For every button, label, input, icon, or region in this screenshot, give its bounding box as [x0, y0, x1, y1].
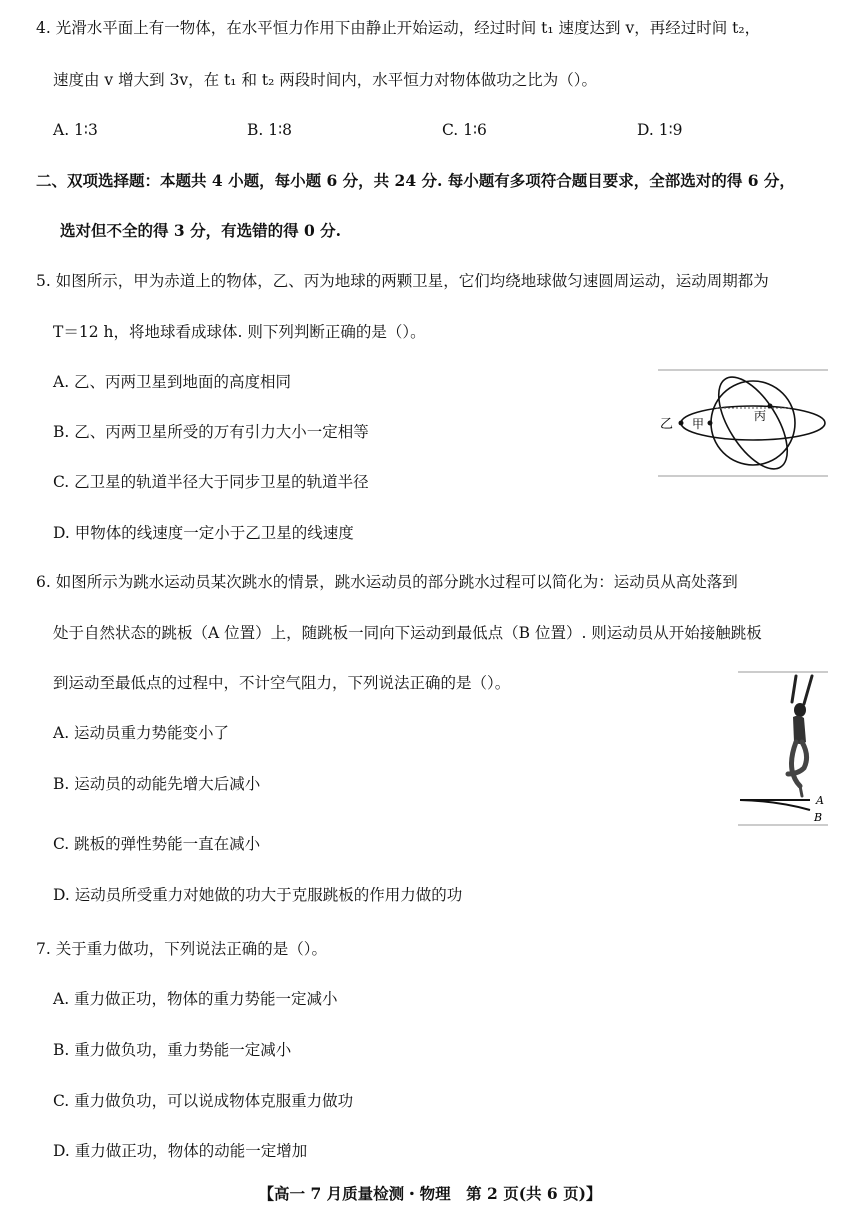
label-a: A	[816, 794, 824, 807]
section2-heading-line-2: 选对但不全的得 3 分，有选错的得 0 分.	[60, 221, 342, 240]
q7-option-b: B. 重力做负功，重力势能一定减小	[53, 1041, 292, 1059]
diver-silhouette	[788, 676, 812, 796]
q5-line-2: T＝12 h，将地球看成球体. 则下列判断正确的是（）。	[53, 323, 426, 341]
label-yi: 乙	[660, 417, 674, 432]
q4-line-2: 速度由 v 增大到 3v，在 t₁ 和 t₂ 两段时间内，水平恒力对物体做功之比为（）。	[53, 71, 598, 89]
q7-option-d: D. 重力做正功，物体的动能一定增加	[53, 1142, 308, 1160]
q7-option-a: A. 重力做正功，物体的重力势能一定减小	[53, 990, 338, 1008]
q6-option-a: A. 运动员重力势能变小了	[53, 724, 230, 742]
board-position-b	[740, 800, 810, 810]
page-footer: 【高一 7 月质量检测・物理 第 2 页(共 6 页)】	[258, 1184, 602, 1203]
q6-option-c: C. 跳板的弹性势能一直在减小	[53, 835, 261, 853]
q5-option-a: A. 乙、丙两卫星到地面的高度相同	[53, 373, 292, 391]
q6-line-1: 6. 如图所示为跳水运动员某次跳水的情景，跳水运动员的部分跳水过程可以简化为：运动员从高处落到	[36, 573, 738, 591]
q4-line-1: 4. 光滑水平面上有一物体，在水平恒力作用下由静止开始运动，经过时间 t₁ 速度达到 v，再经过时间 t₂，	[36, 19, 761, 37]
q4-option-a: A. 1∶3	[53, 121, 98, 139]
q5-option-d: D. 甲物体的线速度一定小于乙卫星的线速度	[53, 524, 354, 542]
q4-option-b: B. 1∶8	[247, 121, 293, 139]
q7-option-c: C. 重力做负功，可以说成物体克服重力做功	[53, 1092, 354, 1110]
q6-line-3: 到运动至最低点的过程中，不计空气阻力，下列说法正确的是（）。	[53, 674, 511, 692]
q4-option-c: C. 1∶6	[442, 121, 487, 139]
label-jia: 甲	[692, 417, 705, 431]
diver-figure	[738, 670, 828, 828]
orbit-bing	[705, 368, 801, 478]
point-bing	[768, 404, 773, 409]
section2-heading-line-1: 二、双项选择题：本题共 4 小题，每小题 6 分，共 24 分. 每小题有多项符合题目要求，全部选对的得 6 分，	[36, 171, 795, 190]
q6-option-b: B. 运动员的动能先增大后减小	[53, 775, 261, 793]
q5-option-c: C. 乙卫星的轨道半径大于同步卫星的轨道半径	[53, 473, 369, 491]
point-yi	[679, 421, 684, 426]
q5-line-1: 5. 如图所示，甲为赤道上的物体，乙、丙为地球的两颗卫星，它们均绕地球做匀速圆周运动，运动周期都为	[36, 272, 769, 290]
q4-option-d: D. 1∶9	[637, 121, 683, 139]
q7-line-1: 7. 关于重力做功，下列说法正确的是（）。	[36, 940, 327, 958]
earth-circle	[711, 381, 795, 465]
label-bing: 丙	[754, 409, 767, 423]
label-b: B	[814, 811, 823, 824]
point-jia	[708, 421, 713, 426]
satellite-orbit-figure	[658, 368, 828, 478]
q6-line-2: 处于自然状态的跳板（A 位置）上，随跳板一同向下运动到最低点（B 位置）. 则运动员从开始接触跳板	[53, 624, 762, 642]
q5-option-b: B. 乙、丙两卫星所受的万有引力大小一定相等	[53, 423, 369, 441]
q6-option-d: D. 运动员所受重力对她做的功大于克服跳板的作用力做的功	[53, 886, 463, 904]
